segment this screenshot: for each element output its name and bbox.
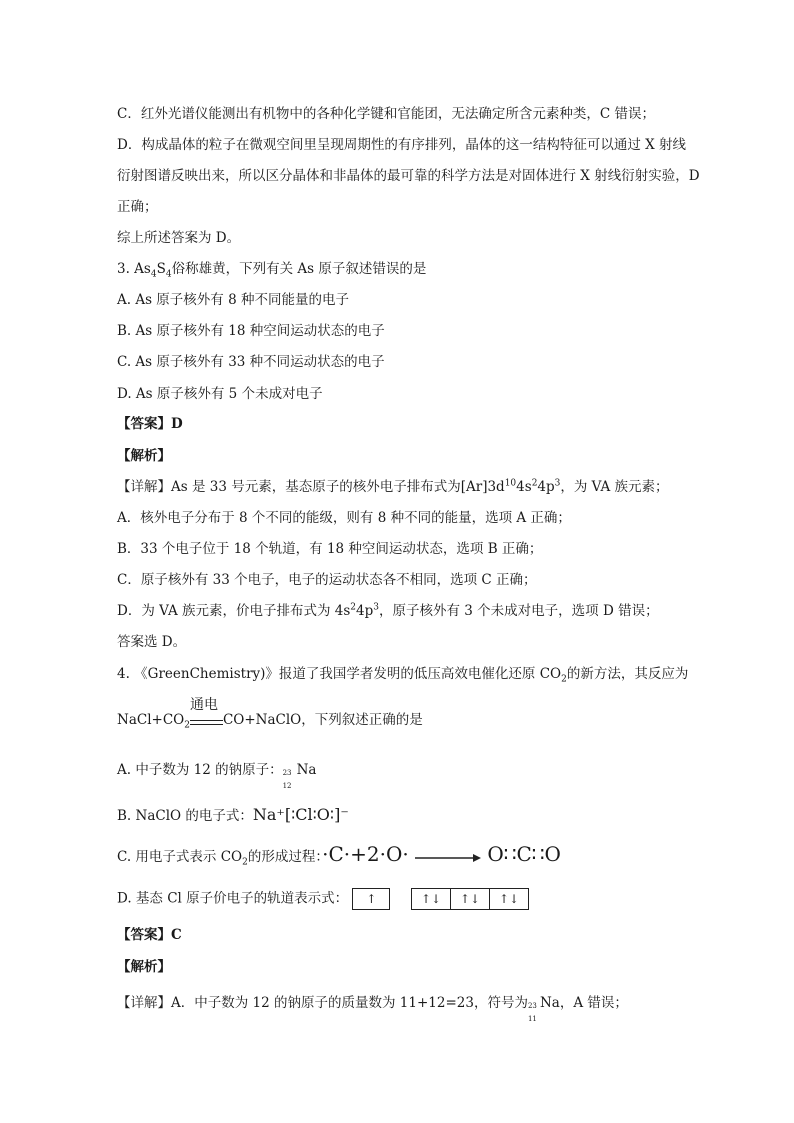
summary-line: 综上所述答案为 D。 [117,230,241,246]
option-d-line-3: 正确； [117,199,158,215]
q4-option-d: D. 基态 Cl 原子价电子的轨道表示式： ↑ ↑↓ ↑↓ ↑↓ [117,888,529,910]
q3-stem: 3. $As_4S_4$俗称雄黄，下列有关 As 原子叙述错误的是 [117,261,427,280]
q4-detail: 【详解】A．中子数为 12 的钠原子的质量数为 11+12=23，符号为 23 11 Na，A 错误； [117,995,628,1023]
q3-analysis: 【解析】 [117,448,171,464]
q4-stem: 4. 《GreenChemistry)》报道了我国学者发明的低压高效电催化还原 $CO_2$的新方法，其反应为 [117,666,689,685]
orbital-3p-1: ↑↓ [411,888,451,910]
q3-explain-b: B．33 个电子位于 18 个轨道，有 18 种空间运动状态，选项 B 正确； [117,541,543,557]
q3-answer: 【答案】D [117,416,183,432]
q4-analysis: 【解析】 [117,959,171,975]
orbital-3p-2: ↑↓ [451,888,490,910]
q3-option-d: D. As 原子核外有 5 个未成对电子 [117,386,323,402]
q4-option-c: C. 用电子式表示 $CO_2$的形成过程：·C·+2·O· O∷C∷O [117,842,561,868]
q3-choose: 答案选 D。 [117,634,187,650]
orbital-3s: ↑ [352,888,390,910]
q4-answer: 【答案】C [117,927,182,943]
option-d-line-1: D．构成晶体的粒子在微观空间里呈现周期性的有序排列，晶体的这一结构特征可以通过 X 射线 [117,137,687,153]
reaction-arrow [413,851,483,865]
option-d-line-2: 衍射图谱反映出来，所以区分晶体和非晶体的最可靠的科学方法是对固体进行 X 射线衍射实验，D [117,168,700,184]
q4-equation: $NaCl+CO_2$ 通电 CO+NaClO，下列叙述正确的是 [117,696,423,731]
q3-option-b: B. As 原子核外有 18 种空间运动状态的电子 [117,323,385,339]
equals-arrow: 通电 [190,712,223,730]
q3-explain-c: C．原子核外有 33 个电子，电子的运动状态各不相同，选项 C 正确； [117,572,537,588]
option-c-line: C．红外光谱仪能测出有机物中的各种化学键和官能团，无法确定所含元素种类，C 错误； [117,106,655,122]
q3-detail: 【详解】As 是 33 号元素，基态原子的核外电子排布式为$[Ar]3d^{10}4s^24p^3$，为 VA 族元素； [117,478,669,495]
q4-option-b: B. NaClO 的电子式：Na⁺[∶Cl∶O∶]⁻ [117,805,349,824]
q3-explain-a: A．核外电子分布于 8 个不同的能级，则有 8 种不同的能量，选项 A 正确； [117,510,571,526]
q4-option-a: A. 中子数为 12 的钠原子： 23 12 Na [117,762,317,790]
orbital-3p-3: ↑↓ [490,888,529,910]
q3-option-c: C. As 原子核外有 33 种不同运动状态的电子 [117,354,385,370]
q3-explain-d: D．为 VA 族元素，价电子排布式为 $4s^24p^3$，原子核外有 3 个未成对电子，选项 D 错误； [117,602,659,619]
q3-option-a: A. As 原子核外有 8 种不同能量的电子 [117,292,349,308]
